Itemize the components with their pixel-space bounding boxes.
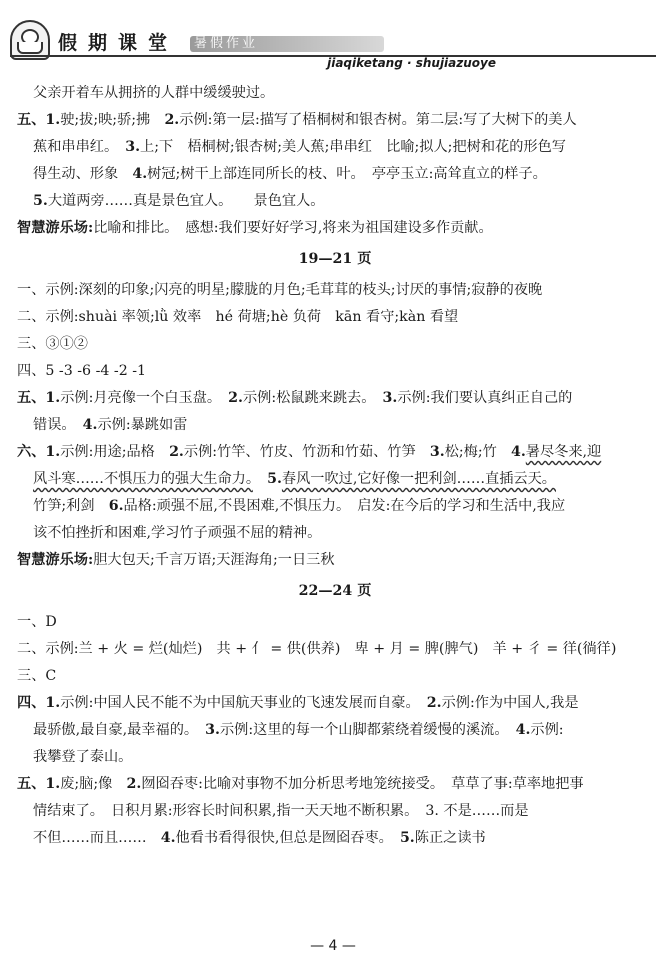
series-tab: 暑假作业 [190,36,384,52]
answer-content [17,80,653,852]
brand-title: 假期课堂 [58,32,179,54]
text-line: 五、1.示例:月亮像一个白玉盘。 2.示例:松鼠跳来跳去。 3.示例:我们要认真纠正自己的 [17,390,573,406]
text-line: 五、1.驶;拔;映;骄;拂 2.示例:第一层:描写了梧桐树和银杏树。第二层:写了大树下的美人 [17,112,577,128]
text-line: 父亲开着车从拥挤的人群中缓缓驶过。 [33,85,275,101]
text-line: 蕉和串串红。 3.上;下 梧桐树;银杏树;美人蕉;串串红 比喻;拟人;把树和花的形色写 [33,139,566,155]
text-line: 该不怕挫折和困难,学习竹子顽强不屈的精神。 [33,525,322,541]
wavy-underlined-text: 暑尽冬来,迎 [525,444,602,460]
text-line: 四、1.示例:中国人民不能不为中国航天事业的飞速发展而自豪。 2.示例:作为中国人,我是 [17,695,579,711]
pinyin-subtitle: jiaqiketang · shujiazuoye [327,56,496,70]
text-line: 二、示例:兰 + 火 = 烂(灿烂) 共 + 亻 = 供(供养) 卑 + 月 = 脾(脾气) 羊 + 彳 = 徉(徜徉) [17,641,617,657]
section-heading: 19—21 页 [298,251,372,267]
text-line: 我攀登了泰山。 [33,749,133,765]
text-line: 竹笋;利剑 6.品格:顽强不屈,不畏困难,不惧压力。 启发:在今后的学习和生活中,我应 [33,498,566,514]
text-line: 一、D [17,614,57,630]
reading-child-logo-icon [10,20,50,60]
text-line: 智慧游乐场:胆大包天;千言万语;天涯海角;一日三秋 [17,552,335,568]
text-line: 一、示例:深刻的印象;闪亮的明星;朦胧的月色;毛茸茸的枝头;讨厌的事情;寂静的夜晚 [17,282,543,298]
logo-book [17,42,43,54]
text-line: 五、1.废;脑;像 2.囫囵吞枣:比喻对事物不加分析思考地笼统接受。 草草了事:草率地把事 [17,776,584,792]
section-heading: 22—24 页 [298,583,372,599]
text-line: 三、③①② [17,336,88,352]
text-line: 智慧游乐场:比喻和排比。 感想:我们要好好学习,将来为祖国建设多作贡献。 [17,220,493,236]
text-line: 二、示例:shuài 率领;lǜ 效率 hé 荷塘;hè 负荷 kān 看守;kàn 看望 [17,309,459,325]
text-line: 四、5 -3 -6 -4 -2 -1 [17,363,147,379]
text-line: 情结束了。 日积月累:形容长时间积累,指一天天地不断积累。 3. 不是……而是 [33,803,529,819]
text-line: 5.大道两旁……真是景色宜人。 景色宜人。 [33,193,325,209]
text-line: 最骄傲,最自豪,最幸福的。 3.示例:这里的每一个山脚都萦绕着缓慢的溪流。 4.示例: [33,722,564,738]
text-line: 不但……而且…… 4.他看书看得很快,但总是囫囵吞枣。 5.陈正之读书 [33,830,486,846]
wavy-underlined-text: 春风一吹过,它好像一把利剑……直插云天。 [281,471,556,487]
text-line: 得生动、形象 4.树冠;树干上部连同所长的枝、叶。 亭亭玉立:高耸直立的样子。 [33,166,547,182]
text-line: 错误。 4.示例:暴跳如雷 [33,417,188,433]
page-header [0,0,666,72]
page-number: — 4 — [310,938,356,954]
text-line: 三、C [17,668,57,684]
text-line: 风斗寒……不惧压力的强大生命力。 5.春风一吹过,它好像一把利剑……直插云天。 [33,471,556,487]
wavy-underlined-text: 风斗寒……不惧压力的强大生命力。 [33,471,253,487]
text-line: 六、1.示例:用途;品格 2.示例:竹竿、竹皮、竹沥和竹茹、竹笋 3.松;梅;竹 4.暑尽冬来,迎 [17,444,602,460]
